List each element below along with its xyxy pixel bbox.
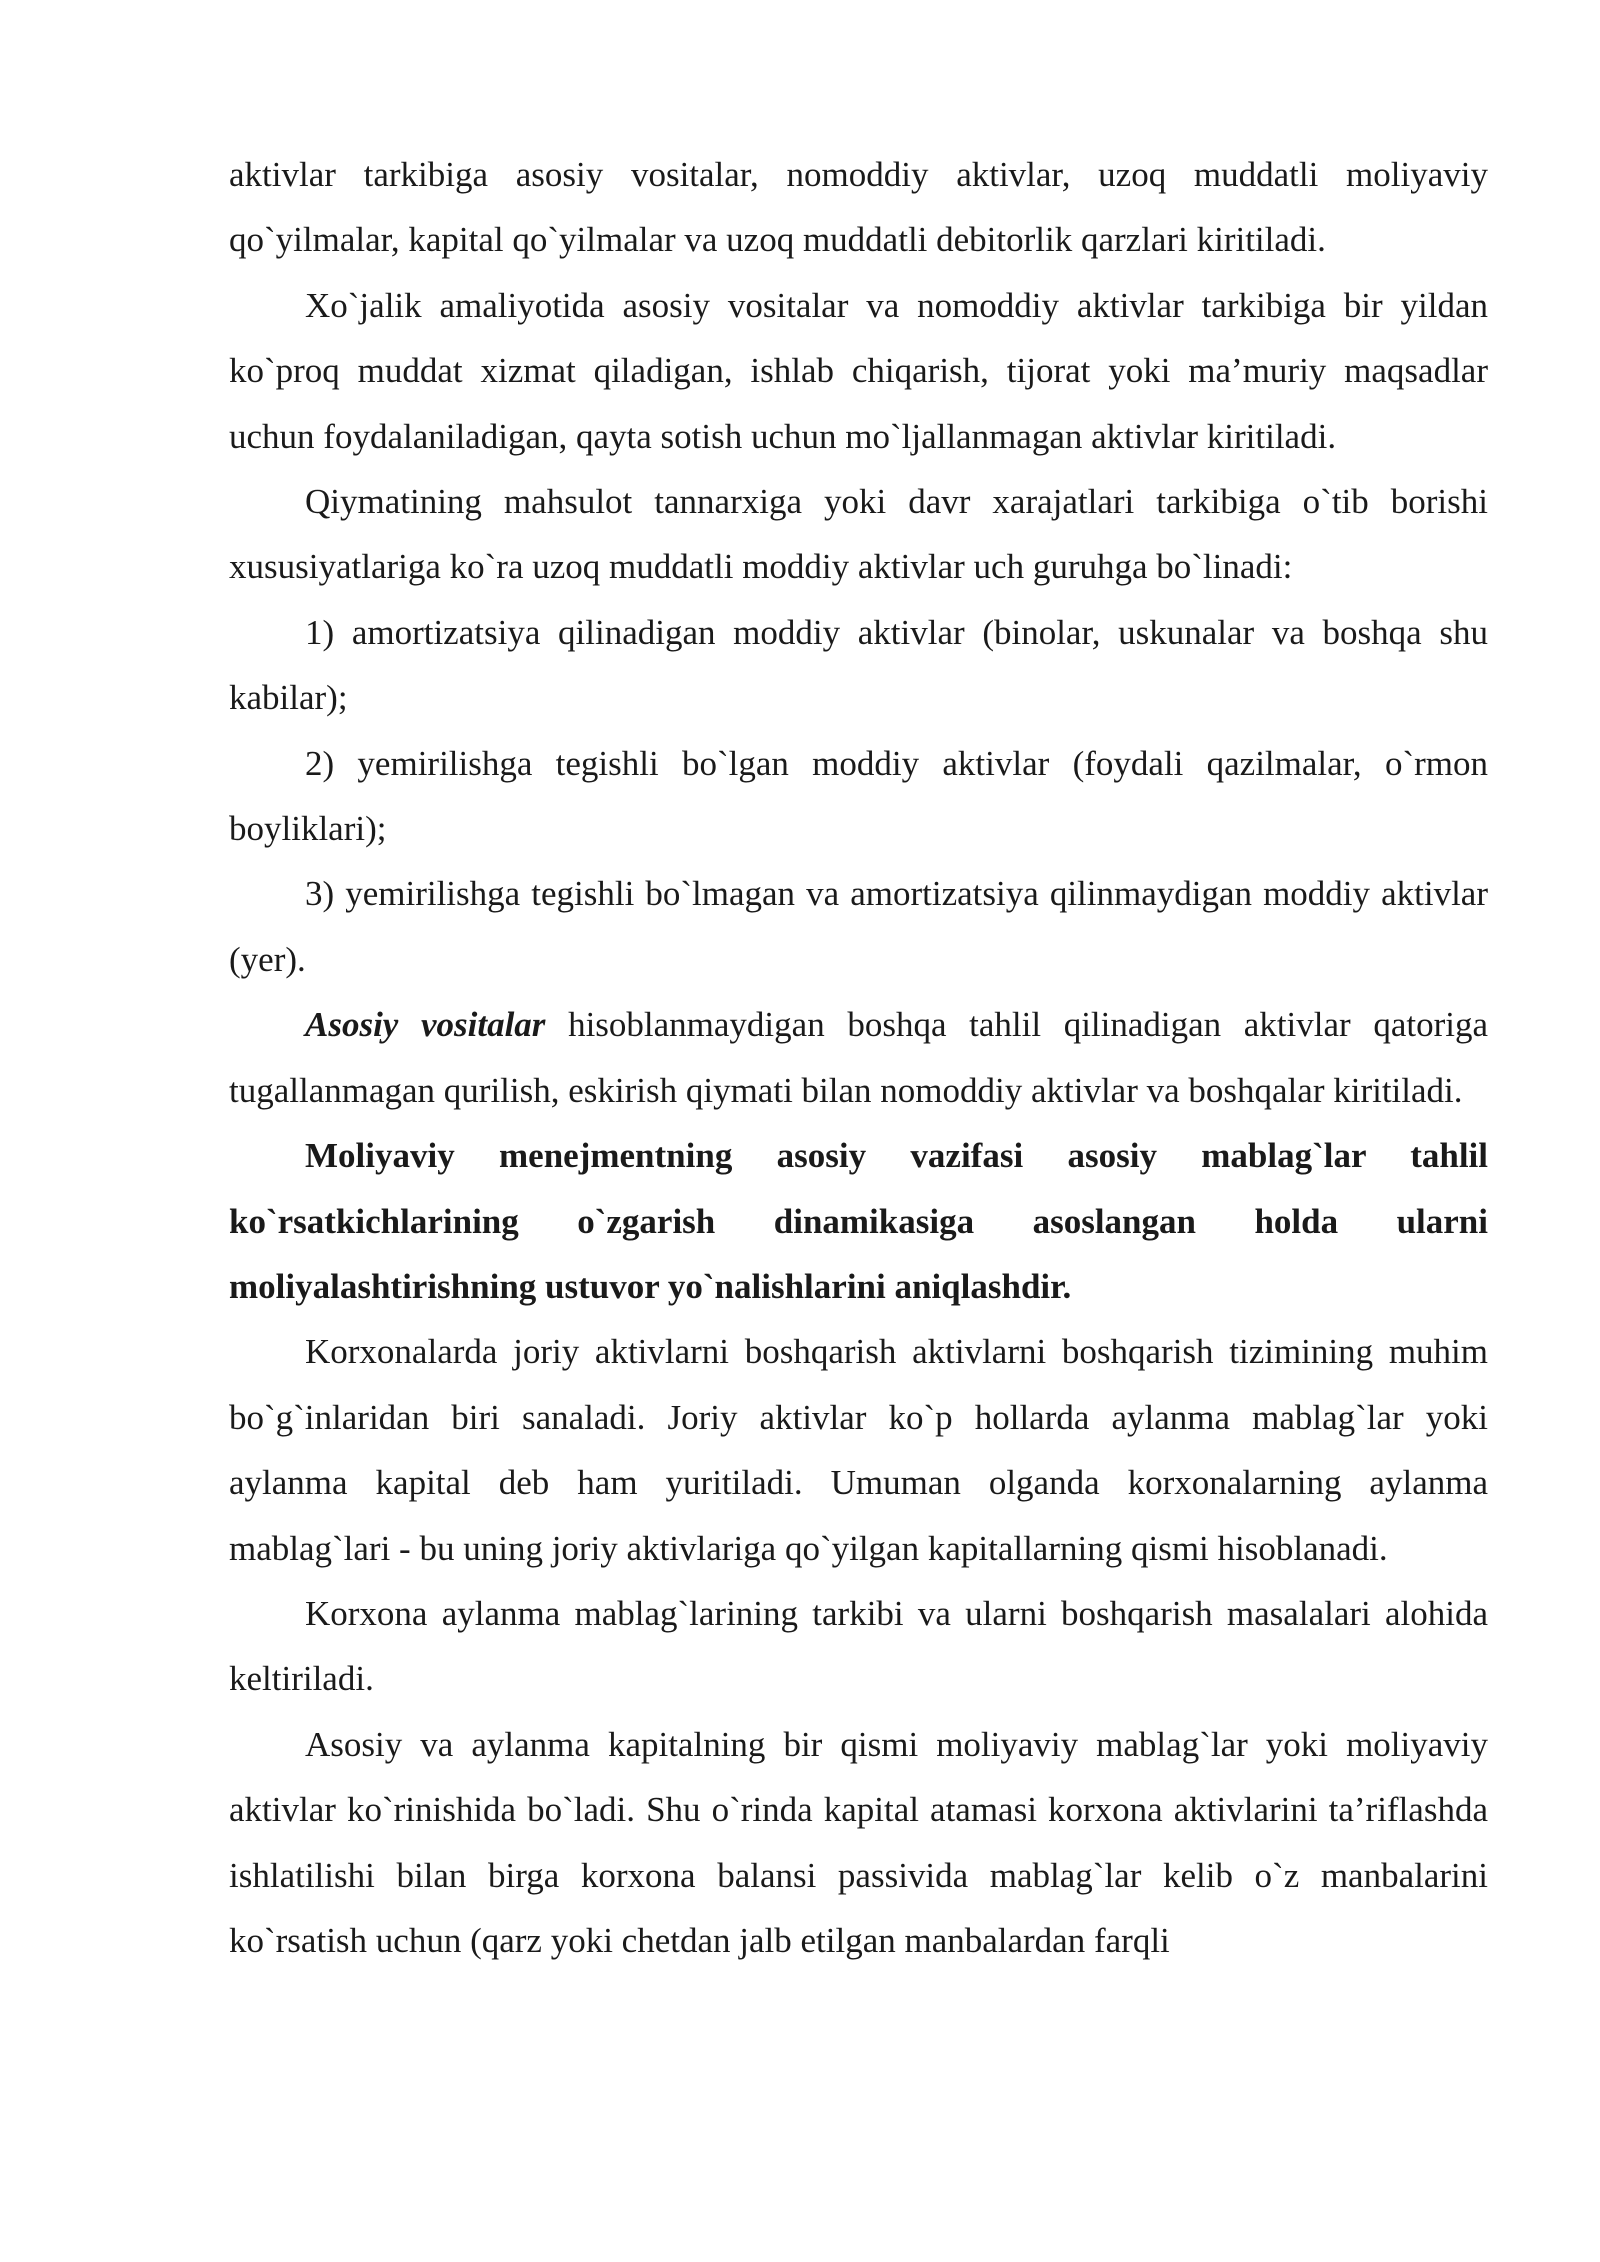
bold-paragraph: Moliyaviy menejmentning asosiy vazifasi asosiy mablag`lar tahlil ko`rsatkichlarining o`zgarish dinamikasiga asoslangan holda ularni moliyalashtirishning ustuvor yo`nalishlarini aniqlashdir. bbox=[229, 1136, 1488, 1306]
body-text bbox=[229, 142, 1488, 1973]
paragraph: Asosiy va aylanma kapitalning bir qismi moliyaviy mablag`lar yoki moliyaviy aktivlar ko`rinishida bo`ladi. Shu o`rinda kapital atamasi korxona aktivlarini ta’riflashda ishlatilishi bilan birga korxona balansi passivida mablag`lar kelib o`z manbalarini ko`rsatish uchun (qarz yoki chetdan jalb etilgan manbalardan farqli bbox=[229, 1724, 1488, 1960]
list-item-3: 3) yemirilishga tegishli bo`lmagan va amortizatsiya qilinmaydigan moddiy aktivlar (yer). bbox=[229, 874, 1488, 979]
list-item-1: 1) amortizatsiya qilinadigan moddiy aktivlar (binolar, uskunalar va boshqa shu kabilar); bbox=[229, 612, 1488, 718]
paragraph-continuation: aktivlar tarkibiga asosiy vositalar, nomoddiy aktivlar, uzoq muddatli moliyaviy qo`yilmalar, kapital qo`yilmalar va uzoq muddatli debitorlik qarzlari kiritiladi. bbox=[229, 155, 1488, 260]
paragraph: Korxona aylanma mablag`larining tarkibi va ularni boshqarish masalalari alohida keltiriladi. bbox=[229, 1593, 1488, 1699]
paragraph: Qiymatining mahsulot tannarxiga yoki davr xarajatlari tarkibiga o`tib borishi xususiyatlariga ko`ra uzoq muddatli moddiy aktivlar uch guruhga bo`linadi: bbox=[229, 482, 1488, 587]
paragraph-text: hisoblanmaydigan boshqa tahlil qilinadigan aktivlar qatoriga tugallanmagan qurilish, eskirish qiymati bilan nomoddiy aktivlar va boshqalar kiritiladi. bbox=[229, 1005, 1488, 1110]
paragraph bbox=[229, 992, 1488, 1123]
emphasis-term: Asosiy vositalar bbox=[305, 1005, 546, 1045]
paragraph: Korxonalarda joriy aktivlarni boshqarish aktivlarni boshqarish tizimining muhim bo`g`inlaridan biri sanaladi. Joriy aktivlar ko`p hollarda aylanma mablag`lar yoki aylanma kapital deb ham yuritiladi. Umuman olganda korxonalarning aylanma mablag`lari - bu uning joriy aktivlariga qo`yilgan kapitallarning qismi hisoblanadi. bbox=[229, 1332, 1488, 1568]
list-item-2: 2) yemirilishga tegishli bo`lgan moddiy aktivlar (foydali qazilmalar, o`rmon boyliklari); bbox=[229, 743, 1488, 849]
paragraph: Xo`jalik amaliyotida asosiy vositalar va nomoddiy aktivlar tarkibiga bir yildan ko`proq muddat xizmat qiladigan, ishlab chiqarish, tijorat yoki ma’muriy maqsadlar uchun foydalaniladigan, qayta sotish uchun mo`ljallanmagan aktivlar kiritiladi. bbox=[229, 285, 1488, 456]
